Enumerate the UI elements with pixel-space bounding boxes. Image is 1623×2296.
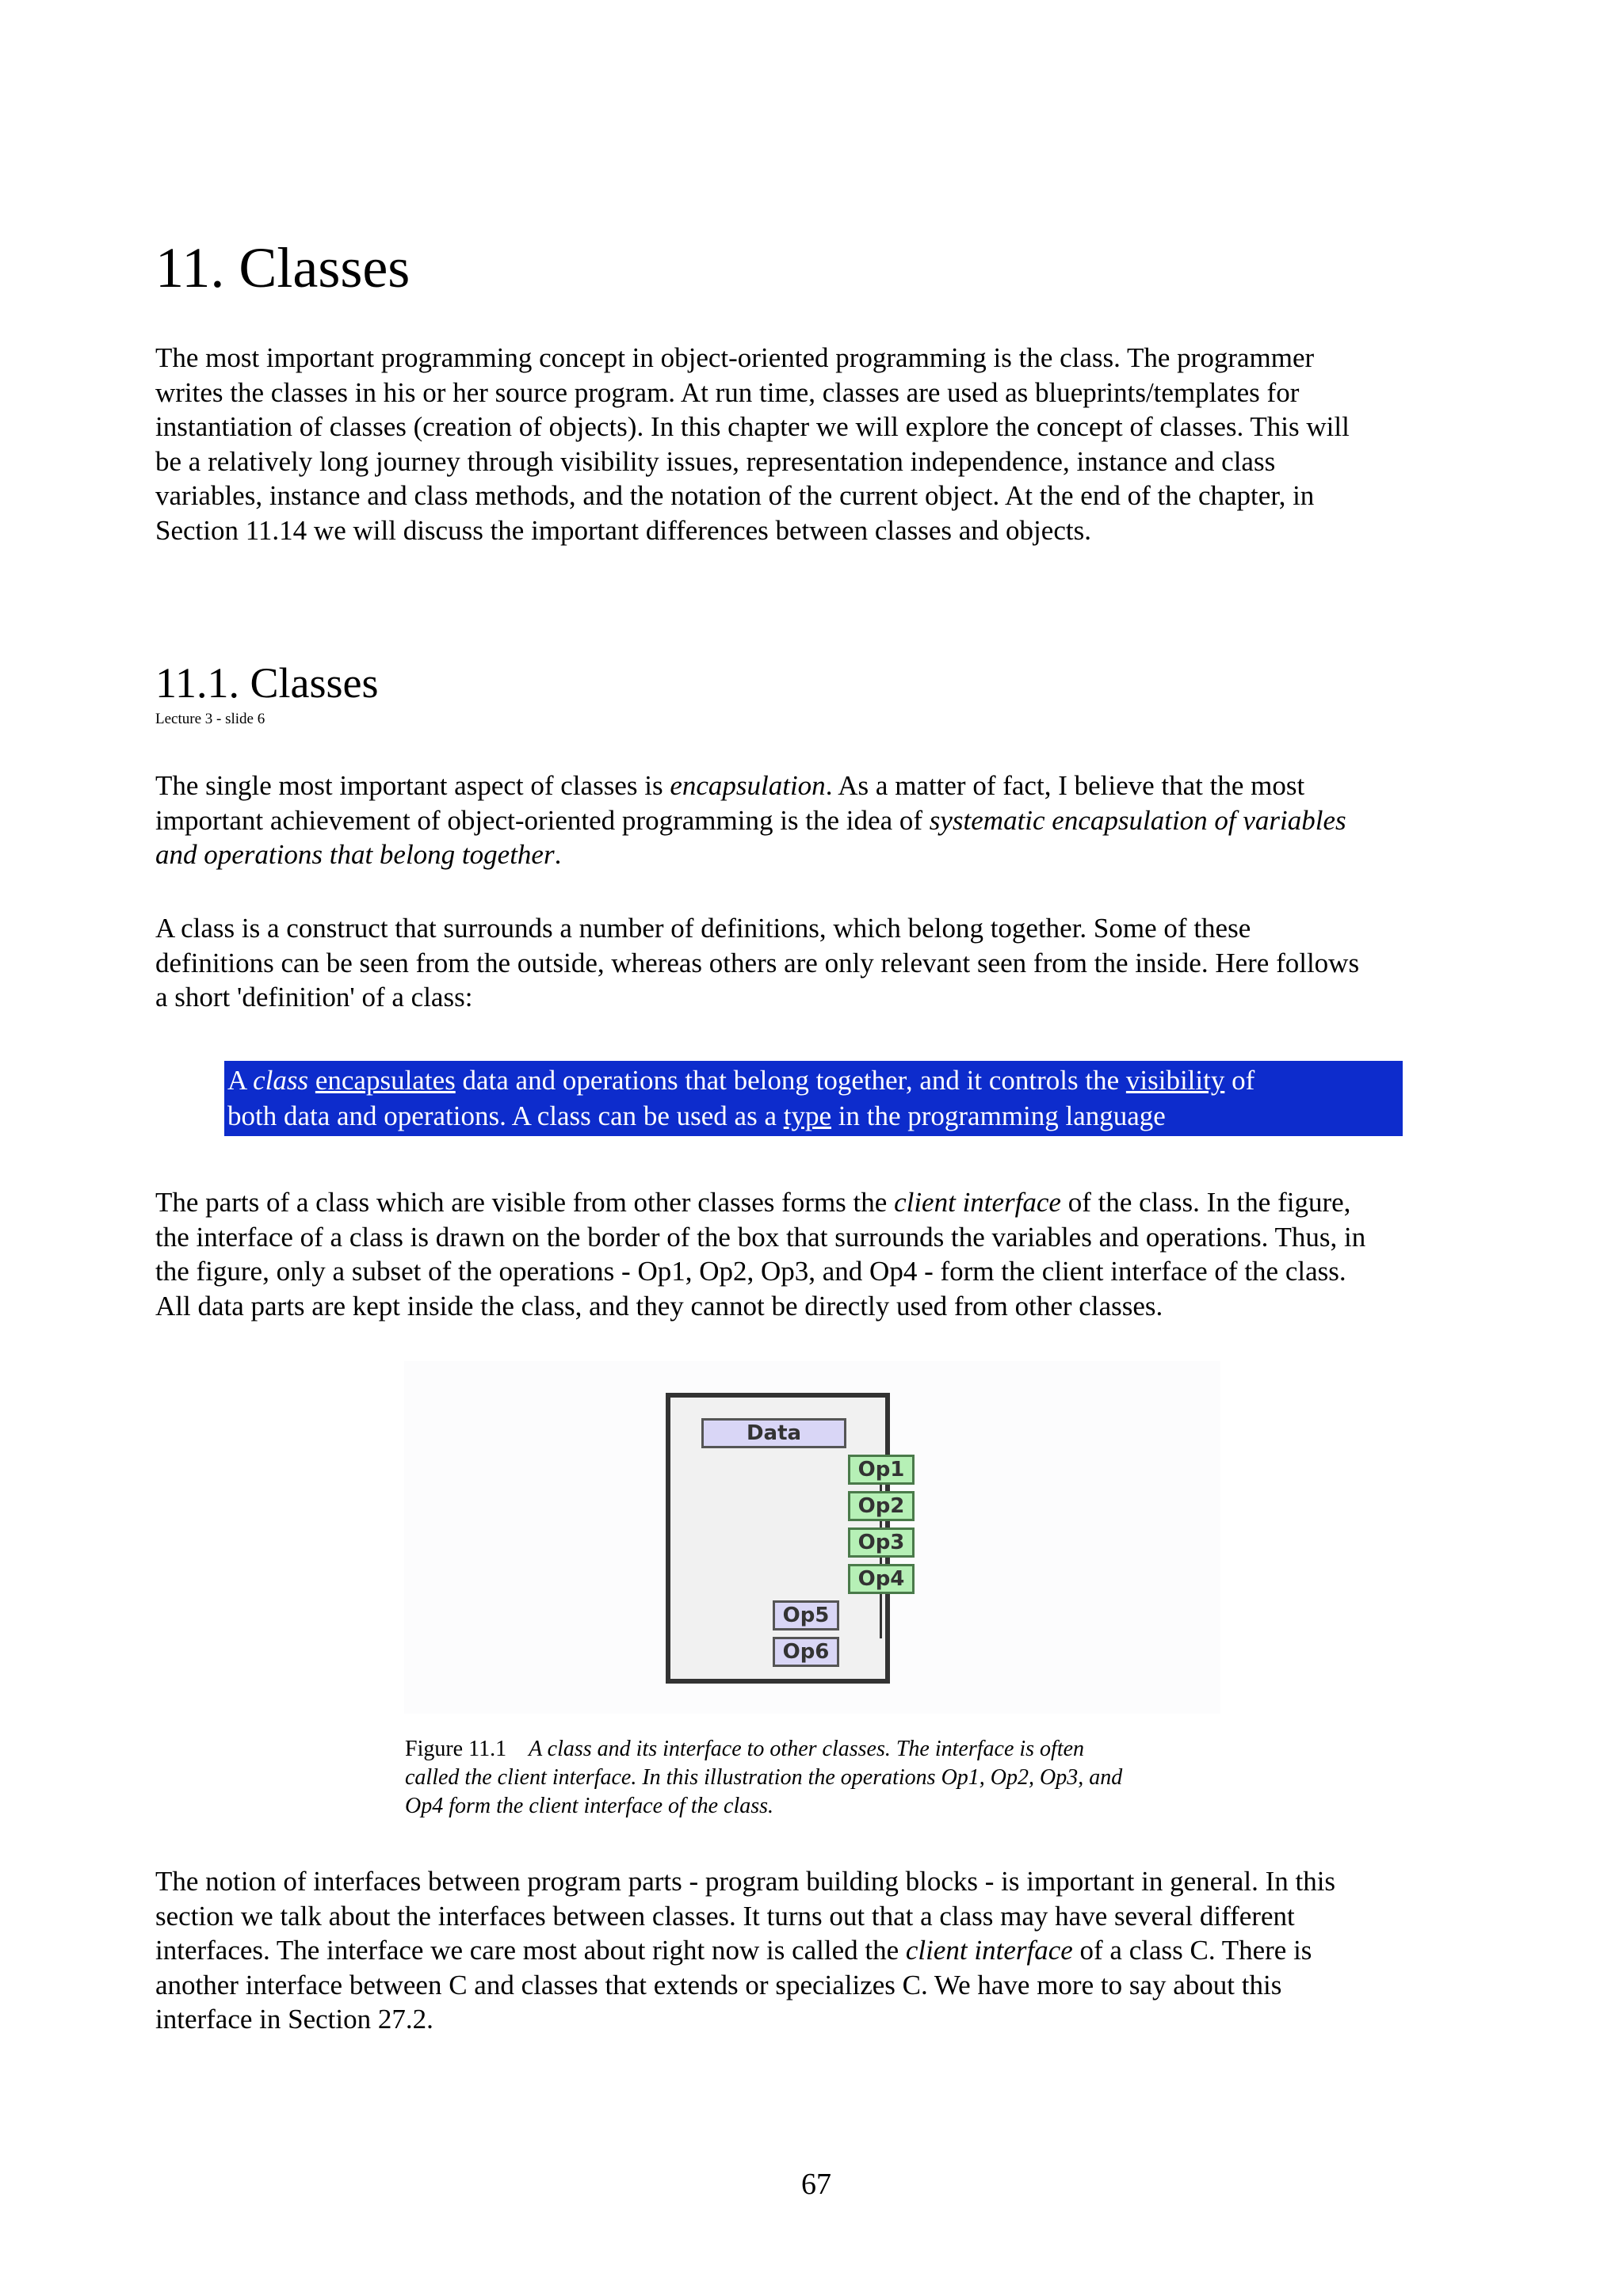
section-title: 11.1. Classes — [155, 659, 379, 707]
text-run: . As a matter of fact, I believe that the most — [825, 770, 1305, 801]
op3-box: Op3 — [848, 1527, 915, 1558]
paragraph-line: All data parts are kept inside the class, and they cannot be directly used from other classes. — [155, 1290, 1163, 1322]
construct-paragraph — [155, 911, 1487, 1015]
paragraph-line — [155, 1185, 1487, 1220]
paragraph-line: another interface between C and classes that extends or specializes C. We have more to say about this — [155, 1969, 1282, 2000]
class-interface-figure — [404, 1361, 1220, 1714]
text-run — [308, 1065, 315, 1096]
emphasis-systematic: systematic encapsulation of variables — [929, 804, 1346, 836]
text-run: The parts of a class which are visible from other classes forms the — [155, 1187, 895, 1218]
paragraph-line — [155, 769, 1487, 803]
page-number: 67 — [801, 2168, 831, 2201]
text-run: . — [554, 839, 562, 870]
text-run: both data and operations. A class can be used as a — [227, 1100, 784, 1131]
paragraph-line — [155, 803, 1487, 838]
emphasis-client-interface: client interface — [905, 1935, 1073, 1966]
paragraph-line: interface in Section 27.2. — [155, 2004, 433, 2035]
text-run: The single most important aspect of classes is — [155, 770, 670, 801]
caption-line: called the client interface. In this illustration the operations Op1, Op2, Op3, and — [405, 1765, 1123, 1790]
text-run: of a class C. There is — [1072, 1935, 1312, 1966]
client-interface-paragraph — [155, 1185, 1487, 1323]
paragraph-line: section we talk about the interfaces between classes. It turns out that a class may have several different — [155, 1900, 1295, 1932]
chapter-title: 11. Classes — [155, 236, 411, 299]
text-run: in the programming language — [831, 1100, 1166, 1131]
paragraph-line: a short 'definition' of a class: — [155, 982, 473, 1013]
lecture-reference: Lecture 3 - slide 6 — [155, 711, 265, 727]
paragraph-line: A class is a construct that surrounds a number of definitions, which belong together. Some of these — [155, 913, 1251, 944]
emphasis-class: class — [253, 1065, 309, 1096]
caption-line: Op4 form the client interface of the class. — [405, 1794, 774, 1818]
text-run: A — [227, 1065, 254, 1096]
figure-caption — [405, 1735, 1221, 1821]
data-box: Data — [701, 1418, 846, 1448]
paragraph-line — [155, 1933, 1487, 1968]
text-run: interfaces. The interface we care most about right now is called the — [155, 1935, 906, 1966]
intro-line: variables, instance and class methods, and the notation of the current object. At the end of the chapter, in — [155, 480, 1315, 511]
intro-line: instantiation of classes (creation of objects). In this chapter we will explore the concept of classes. This will — [155, 411, 1350, 442]
emphasis-client-interface: client interface — [894, 1187, 1061, 1218]
intro-paragraph — [155, 341, 1487, 547]
intro-line: be a relatively long journey through visibility issues, representation independence, instance and class — [155, 445, 1276, 477]
interfaces-notion-paragraph — [155, 1864, 1487, 2037]
text-run — [506, 1737, 529, 1761]
op5-box: Op5 — [773, 1600, 839, 1630]
text-run: of — [1224, 1065, 1255, 1096]
op6-box: Op6 — [773, 1637, 839, 1667]
paragraph-line: the figure, only a subset of the operations - Op1, Op2, Op3, and Op4 - form the client interface of the class. — [155, 1256, 1346, 1287]
intro-line: Section 11.14 we will discuss the important differences between classes and objects. — [155, 514, 1091, 546]
emphasis-encapsulation: encapsulation — [670, 770, 826, 801]
emphasis-operations: and operations that belong together — [155, 839, 555, 870]
op4-box: Op4 — [848, 1564, 915, 1594]
definition-line — [227, 1062, 1403, 1098]
visibility-link[interactable]: visibility — [1125, 1065, 1225, 1096]
text-run: of the class. In the figure, — [1060, 1187, 1351, 1218]
paragraph-line — [155, 837, 1487, 872]
paragraph-line: definitions can be seen from the outside, whereas others are only relevant seen from the inside. Here follows — [155, 947, 1360, 978]
paragraph-line: the interface of a class is drawn on the border of the box that surrounds the variables and operations. Thus, in — [155, 1221, 1366, 1253]
intro-line: The most important programming concept in object-oriented programming is the class. The programmer — [155, 342, 1315, 373]
class-definition-box — [224, 1061, 1403, 1136]
paragraph-line: The notion of interfaces between program parts - program building blocks - is important in general. In this — [155, 1866, 1336, 1897]
type-link[interactable]: type — [783, 1100, 832, 1131]
op1-box: Op1 — [848, 1455, 915, 1485]
encapsulates-link[interactable]: encapsulates — [315, 1065, 456, 1096]
definition-line — [227, 1098, 1403, 1134]
encapsulation-paragraph — [155, 769, 1487, 872]
caption-text: A class and its interface to other classes. The interface is often — [529, 1737, 1085, 1761]
text-run: data and operations that belong together, and it controls the — [455, 1065, 1126, 1096]
op2-box: Op2 — [848, 1491, 915, 1521]
intro-line: writes the classes in his or her source program. At run time, classes are used as blueprints/templates for — [155, 376, 1300, 408]
caption-number: Figure 11.1 — [405, 1737, 507, 1761]
text-run: important achievement of object-oriented programming is the idea of — [155, 804, 930, 836]
caption-line — [405, 1735, 1221, 1764]
